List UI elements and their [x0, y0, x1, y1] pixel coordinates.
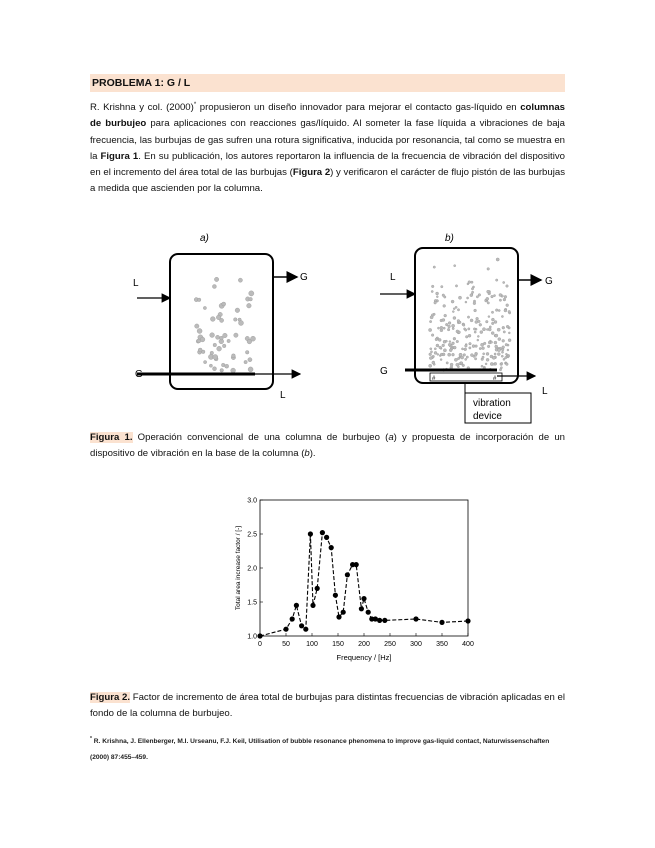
bubble	[497, 349, 500, 352]
bubble	[493, 363, 495, 365]
bubble	[456, 363, 459, 366]
bubble	[467, 283, 469, 285]
x-tick-label: 300	[410, 641, 422, 648]
bubble	[478, 320, 481, 323]
bubble	[222, 344, 226, 348]
bubble	[506, 304, 509, 307]
bubble	[486, 320, 489, 323]
bubble	[435, 338, 438, 341]
x-axis-label: Frequency / [Hz]	[336, 653, 392, 662]
bubble	[470, 294, 473, 297]
bubble	[445, 323, 448, 326]
intro-text-3: para aplicaciones con reacciones gas/líquido. Al someter la fase líquida a vibraciones de baja frecuencia, las burbujas de gas sufren una rotura significativa, inducida por resonancia, tal como se muestra en la	[90, 118, 565, 162]
bubble	[468, 328, 470, 330]
bubble	[503, 298, 506, 301]
figure-2-chart	[228, 492, 488, 667]
y-tick-label: 2.0	[247, 565, 257, 573]
bubble	[429, 357, 432, 360]
bubble	[227, 339, 230, 342]
y-tick-label: 3.0	[247, 497, 257, 505]
bubble	[468, 334, 471, 337]
outlet-L-b: L	[542, 386, 548, 397]
bubble	[482, 328, 485, 331]
bubble	[486, 358, 489, 361]
data-point	[283, 627, 288, 632]
citation-marker: *	[193, 101, 197, 108]
y-tick-label: 2.5	[247, 531, 257, 539]
bubble	[204, 361, 207, 364]
bubble	[203, 306, 206, 309]
bubble	[475, 321, 478, 324]
data-point	[320, 530, 325, 535]
x-tick-label: 250	[384, 641, 396, 648]
bubble	[445, 340, 447, 342]
bubble	[499, 299, 501, 301]
bubble	[441, 286, 443, 288]
bubble	[501, 355, 503, 357]
bubble	[433, 266, 435, 268]
bubble	[212, 285, 216, 289]
bubble	[501, 315, 503, 317]
bubble	[454, 265, 456, 267]
bubble	[487, 302, 489, 304]
bubble	[503, 331, 505, 333]
data-point	[333, 593, 338, 598]
bubble	[447, 328, 450, 331]
bubble	[440, 353, 443, 356]
bubble	[501, 348, 504, 351]
bubble	[474, 309, 477, 312]
bubble	[479, 323, 482, 326]
caption1-italic-b: b	[304, 448, 310, 460]
footnote-marker: *	[90, 735, 92, 742]
bubble	[437, 353, 439, 355]
bubble	[431, 285, 434, 288]
bubble	[472, 345, 475, 348]
bubble	[477, 339, 479, 341]
bubble	[429, 328, 432, 331]
figure-1-diagram	[125, 226, 565, 426]
bubble	[465, 345, 468, 348]
bubble	[491, 295, 494, 298]
bubble	[491, 322, 494, 325]
inlet-G-b: G	[380, 366, 388, 377]
data-point	[294, 603, 299, 608]
data-point	[361, 596, 366, 601]
bubble	[440, 326, 443, 329]
bubble	[495, 309, 498, 312]
bubble	[429, 364, 432, 367]
figure-1b-label: b)	[445, 233, 454, 244]
data-point	[299, 623, 304, 628]
bubble	[455, 306, 457, 308]
bubble	[448, 343, 451, 346]
bubble	[436, 300, 438, 302]
bubble	[454, 358, 457, 361]
bubble	[498, 338, 501, 341]
plot-frame	[260, 500, 468, 636]
figure-1-caption-label: Figura 1.	[90, 432, 133, 443]
bubble	[444, 296, 446, 298]
bubble	[234, 318, 238, 322]
x-tick-label: 0	[258, 641, 262, 648]
x-tick-label: 400	[462, 641, 474, 648]
bubble	[465, 358, 467, 360]
bubble	[469, 347, 471, 349]
bubble	[231, 368, 236, 373]
bubble	[501, 362, 503, 364]
caption1-text-1: Operación convencional de una columna de burbujeo (	[132, 432, 389, 443]
bubble	[453, 317, 456, 320]
bubble	[487, 268, 490, 271]
data-point	[336, 614, 341, 619]
bubble	[449, 349, 452, 352]
inlet-G-a: G	[135, 369, 143, 380]
bubble	[473, 302, 476, 305]
bubble	[440, 329, 443, 332]
bubble	[251, 336, 256, 341]
caption1-italic-a: a	[388, 432, 394, 443]
bubble	[506, 285, 509, 288]
y-tick-label: 1.5	[247, 599, 257, 607]
data-point	[382, 618, 387, 623]
bubble	[210, 333, 215, 338]
bubble	[505, 343, 508, 346]
bubble	[249, 297, 253, 301]
bubble	[216, 315, 221, 320]
bubble	[508, 310, 511, 313]
y-axis-label: Total area increase factor / [-]	[235, 525, 242, 611]
bubble	[482, 347, 485, 350]
bubble	[430, 348, 432, 350]
bubble	[431, 290, 433, 292]
bubble	[461, 348, 463, 350]
bubble	[452, 324, 455, 327]
inlet-L-b: L	[390, 272, 396, 283]
data-point	[413, 616, 418, 621]
bubble	[474, 358, 476, 360]
bubble	[459, 321, 462, 324]
bubble	[213, 343, 217, 347]
bubble	[436, 296, 438, 298]
bubble	[480, 331, 483, 334]
bubble	[481, 343, 484, 346]
bubble	[430, 316, 433, 319]
bubble	[501, 351, 503, 353]
bubble	[239, 321, 244, 326]
caption1-text-2: ) y propuesta de incorporación de un dispositivo de vibración en la base de la columna (	[90, 432, 565, 460]
bubble	[210, 317, 215, 322]
bubble	[496, 258, 499, 261]
bubble	[486, 297, 489, 300]
bubble	[507, 349, 509, 351]
bubble	[465, 301, 467, 303]
bubble	[249, 291, 254, 296]
data-point	[439, 620, 444, 625]
bubble	[482, 356, 484, 358]
figure-2-caption-label: Figura 2.	[90, 692, 131, 703]
bubble	[493, 295, 495, 297]
data-point	[290, 616, 295, 621]
data-point	[310, 603, 315, 608]
svg-text:#: #	[432, 376, 436, 382]
bubble	[500, 367, 502, 369]
bubble	[220, 369, 224, 373]
bubble	[464, 348, 467, 351]
bubble	[448, 353, 451, 356]
x-tick-label: 100	[306, 641, 318, 648]
bubble	[452, 328, 454, 330]
bubble	[453, 308, 455, 310]
bubble	[442, 319, 445, 322]
bubble	[209, 364, 212, 367]
bubble	[452, 353, 455, 356]
bubble	[437, 327, 439, 329]
bubble	[504, 309, 507, 312]
caption1-text-3: ).	[309, 448, 316, 460]
bubble	[213, 367, 217, 371]
bubble	[238, 278, 242, 282]
data-point	[366, 610, 371, 615]
bubble	[487, 290, 490, 293]
bubble	[486, 352, 489, 355]
x-tick-label: 150	[332, 641, 344, 648]
bubble	[488, 316, 490, 318]
outlet-G-b: G	[545, 276, 553, 287]
data-point	[257, 633, 262, 638]
bubble	[478, 294, 481, 297]
footnote-text: R. Krishna, J. Ellenberger, M.I. Urseanu, F.J. Keil, Utilisation of bubble resonance phenomena to improve gas-liquid contact, Naturwissenschaften (2000) 87:455–459.	[90, 738, 550, 761]
bubble	[450, 363, 453, 366]
bubble	[505, 356, 507, 358]
bubble	[490, 355, 493, 358]
intro-bold-3: Figura 2	[292, 167, 331, 179]
bubble	[504, 295, 507, 298]
footnote	[90, 734, 570, 766]
bubble	[476, 317, 479, 320]
bubble	[429, 353, 432, 356]
data-point	[329, 545, 334, 550]
inlet-L-a: L	[133, 278, 139, 289]
bubble	[214, 277, 218, 281]
bubble	[449, 341, 451, 343]
bubble	[221, 363, 225, 367]
data-point	[324, 535, 329, 540]
bubble	[495, 334, 498, 337]
bubble	[429, 320, 431, 322]
bubble	[440, 359, 442, 361]
data-point	[341, 610, 346, 615]
bubble	[477, 335, 479, 337]
bubble	[481, 365, 483, 367]
bubble	[443, 349, 446, 352]
bubble	[467, 297, 469, 299]
intro-text-5: ) y verificaron el carácter de flujo pistón de las burbujas a medida que ascienden por la columna.	[90, 167, 565, 195]
bubble	[234, 333, 238, 337]
figure-2-caption	[90, 690, 565, 723]
bubble	[494, 341, 497, 344]
bubble	[463, 324, 465, 326]
bubble	[197, 298, 201, 302]
bubble	[439, 346, 442, 349]
bubble	[232, 354, 236, 358]
data-point	[303, 627, 308, 632]
outlet-G-a: G	[300, 272, 308, 283]
bubble	[442, 344, 445, 347]
bubble	[470, 354, 473, 357]
bubble	[195, 324, 199, 328]
bubble	[458, 296, 461, 299]
bubble	[463, 354, 466, 357]
bubble	[198, 348, 202, 352]
bubble	[216, 335, 220, 339]
bubble	[455, 285, 457, 287]
intro-text-2: propusieron un diseño innovador para mejorar el contacto gas-líquido en	[196, 102, 521, 113]
bubble	[485, 363, 487, 365]
bubble	[451, 300, 454, 303]
bubble	[453, 346, 456, 349]
bubble	[465, 336, 468, 339]
intro-paragraph	[90, 100, 565, 198]
bubble	[488, 328, 491, 331]
bubble	[471, 291, 473, 293]
data-point	[345, 572, 350, 577]
x-tick-label: 50	[282, 641, 290, 648]
bubble	[474, 331, 476, 333]
vibration-device-label-2: device	[473, 411, 502, 422]
bubble	[508, 339, 511, 342]
bubble	[456, 340, 459, 343]
bubble	[436, 344, 439, 347]
bubble	[469, 342, 472, 345]
bubble	[497, 353, 500, 356]
figure-1-caption	[90, 430, 565, 463]
vibration-device-label-1: vibration	[473, 398, 511, 409]
bubble	[479, 347, 481, 349]
data-point	[354, 562, 359, 567]
bubble	[474, 354, 477, 357]
data-point	[359, 606, 364, 611]
bubble	[452, 311, 454, 313]
bubble	[434, 351, 437, 354]
bubble	[452, 342, 455, 345]
bubble	[499, 294, 502, 297]
bubble	[223, 333, 228, 338]
intro-bold-2: Figura 1	[100, 150, 139, 162]
bubble	[247, 303, 252, 308]
bubble	[470, 319, 473, 322]
bubble	[448, 322, 451, 325]
problem-heading: PROBLEMA 1: G / L	[90, 74, 565, 92]
bubble	[434, 302, 437, 305]
bubble	[494, 321, 497, 324]
bubble	[225, 364, 229, 368]
caption2-text: Factor de incremento de área total de burbujas para distintas frecuencias de vibración aplicadas en el fondo de la columna de burbujeo.	[90, 692, 566, 720]
bubble	[459, 363, 461, 365]
bubble	[235, 308, 240, 313]
bubble	[443, 327, 445, 329]
bubble	[487, 345, 490, 348]
intro-text-1: R. Krishna y col. (2000)	[90, 102, 194, 113]
bubble	[506, 325, 509, 328]
data-point	[465, 618, 470, 623]
bubble	[220, 336, 224, 340]
bubble	[497, 328, 500, 331]
bubble	[248, 358, 252, 362]
intro-bold-1: columnas de burbujeo	[90, 102, 565, 130]
bubble	[491, 332, 494, 335]
bubble	[466, 356, 468, 358]
bubble	[490, 341, 492, 343]
bubble	[430, 351, 432, 353]
bubble	[431, 334, 434, 337]
y-tick-label: 1.0	[247, 633, 257, 641]
intro-text-4: . En su publicación, los autores reportaron la influencia de la frecuencia de vibración del dispositivo en el incremento del área total de las burbujas (	[90, 150, 565, 179]
bubble	[491, 311, 493, 313]
bubble	[197, 329, 202, 334]
bubble	[217, 346, 222, 351]
bubble	[244, 360, 247, 363]
bubble	[491, 318, 494, 321]
bubble	[448, 325, 451, 328]
bubble	[494, 353, 496, 355]
bubble	[476, 296, 478, 298]
bubble	[502, 326, 505, 329]
bubble	[443, 305, 446, 308]
figure-1a-label: a)	[200, 233, 209, 244]
bubble	[483, 342, 486, 345]
x-tick-label: 200	[358, 641, 370, 648]
bubble	[473, 328, 475, 330]
bubble	[461, 356, 464, 359]
bubble	[465, 329, 467, 331]
x-tick-label: 350	[436, 641, 448, 648]
bubble	[197, 339, 201, 343]
bubble	[436, 292, 439, 295]
outlet-L-a: L	[280, 390, 286, 401]
bubble	[467, 316, 469, 318]
bubble	[446, 362, 448, 364]
bubble	[471, 288, 473, 290]
bubble	[506, 363, 509, 366]
bubble	[502, 339, 505, 342]
bubble	[495, 345, 498, 348]
bubble	[453, 337, 456, 340]
bubble	[503, 281, 505, 283]
data-point	[308, 531, 313, 536]
bubble	[248, 367, 253, 372]
svg-text:#: #	[493, 376, 497, 382]
bubble	[222, 302, 226, 306]
bubble	[457, 309, 459, 311]
data-point	[377, 618, 382, 623]
bubble	[496, 279, 498, 281]
data-point	[315, 586, 320, 591]
bubble	[508, 332, 510, 334]
bubble	[498, 309, 500, 311]
bubble	[434, 348, 436, 350]
bubble	[213, 355, 218, 360]
bubble	[483, 353, 485, 355]
bubble	[458, 331, 461, 334]
bubble	[471, 281, 473, 283]
bubble	[245, 351, 249, 355]
bubble	[432, 361, 435, 364]
bubble	[444, 314, 447, 317]
